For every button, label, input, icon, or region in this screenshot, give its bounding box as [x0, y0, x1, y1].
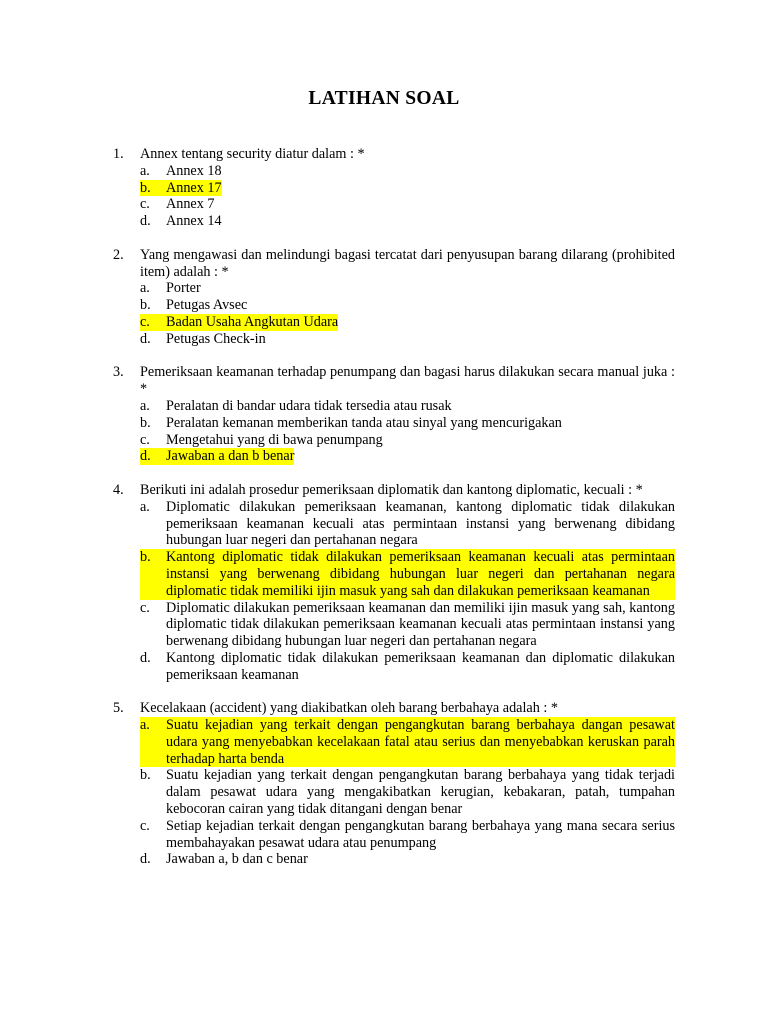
- option-d: [113, 851, 675, 868]
- option-text: Kantong diplomatic tidak dilakukan pemeriksaan keamanan dan diplomatic dilakukan pemeriksaan keamanan: [166, 649, 675, 683]
- question-number: 5.: [113, 700, 124, 717]
- option-b: [113, 767, 675, 817]
- question-1: [113, 146, 675, 230]
- option-d: [113, 650, 675, 684]
- question-number: 4.: [113, 481, 124, 498]
- question-text: Berikuti ini adalah prosedur pemeriksaan diplomatik dan kantong diplomatic, kecuali : *: [140, 481, 643, 498]
- question-4: [113, 482, 675, 684]
- option-d: [113, 331, 675, 348]
- option-text: Petugas Check-in: [166, 330, 266, 347]
- option-letter: b.: [140, 297, 151, 314]
- quiz-list: [113, 146, 675, 885]
- question-number: 3.: [113, 364, 124, 381]
- option-letter: b.: [140, 767, 151, 784]
- option-a: [113, 499, 675, 549]
- option-text-highlighted: Badan Usaha Angkutan Udara: [166, 313, 339, 330]
- question-number: 1.: [113, 146, 124, 162]
- option-c-correct: [113, 314, 675, 331]
- option-c: [113, 196, 675, 213]
- question-3: [113, 364, 675, 465]
- option-letter: a.: [140, 717, 166, 767]
- option-list: [113, 499, 675, 684]
- option-letter: d.: [140, 213, 151, 230]
- option-text-highlighted: Kantong diplomatic tidak dilakukan pemeriksaan keamanan kecuali atas permintaan instansi yang berwenang dibidang hubungan luar negeri dan pertahanan negara diplomatic tidak memiliki ijin masuk yang sah dan dilakukan pemeriksaan keamanan: [166, 549, 675, 599]
- option-a: [113, 398, 675, 415]
- option-letter: d.: [140, 851, 151, 868]
- option-text: Porter: [166, 280, 201, 297]
- option-a-correct: [113, 717, 675, 767]
- option-letter: b.: [140, 414, 151, 431]
- option-list: [113, 717, 675, 868]
- option-text: Annex 18: [166, 162, 222, 179]
- option-b-correct: [113, 180, 675, 197]
- option-letter: c.: [140, 196, 150, 213]
- option-letter: c.: [140, 314, 166, 331]
- option-text: Suatu kejadian yang terkait dengan pengangkutan barang berbahaya yang tidak terjadi dalam pesawat udara yang mengakibatkan kerugian, kebakaran, patah, tumpahan kebocoran cairan yang tidak ditangani dengan benar: [166, 767, 675, 818]
- option-letter: c.: [140, 817, 150, 834]
- option-text-highlighted: Jawaban a dan b benar: [166, 448, 295, 465]
- question-text: Pemeriksaan keamanan terhadap penumpang dan bagasi harus dilakukan secara manual juka : *: [140, 364, 675, 398]
- option-letter: a.: [140, 397, 150, 414]
- option-b: [113, 297, 675, 314]
- option-b: [113, 415, 675, 432]
- option-letter: a.: [140, 498, 150, 515]
- option-text: Diplomatic dilakukan pemeriksaan keamanan dan memiliki ijin masuk yang sah, kantong diplomatic tidak dilakukan pemeriksaan keamanan kecuali atas permintaan instansi yang berwenang dibidang hubungan luar negeri dan pertahanan negara: [166, 599, 675, 650]
- question-2: [113, 247, 675, 348]
- page-title: LATIHAN SOAL: [308, 88, 460, 109]
- question-5: [113, 700, 675, 868]
- question-text: Annex tentang security diatur dalam : *: [140, 146, 365, 162]
- option-d: [113, 213, 675, 230]
- question-number: 2.: [113, 246, 124, 263]
- option-list: [113, 163, 675, 230]
- option-text: Jawaban a, b dan c benar: [166, 851, 308, 868]
- option-letter: a.: [140, 162, 150, 179]
- option-letter: d.: [140, 448, 166, 465]
- option-letter: b.: [140, 180, 166, 197]
- option-a: [113, 163, 675, 180]
- option-c: [113, 600, 675, 650]
- option-letter: d.: [140, 330, 151, 347]
- option-list: [113, 280, 675, 347]
- option-list: [113, 398, 675, 465]
- option-letter: c.: [140, 431, 150, 448]
- option-text: Diplomatic dilakukan pemeriksaan keamanan, kantong diplomatic tidak dilakukan pemeriksaan keamanan kecuali atas permintaan instansi yang berwenang dibidang hubungan luar negeri dan pertahanan negara: [166, 498, 675, 549]
- option-c: [113, 818, 675, 852]
- option-text: Mengetahui yang di bawa penumpang: [166, 431, 383, 448]
- option-d-correct: [113, 448, 675, 465]
- option-a: [113, 280, 675, 297]
- option-text: Annex 7: [166, 196, 215, 213]
- option-text: Setiap kejadian terkait dengan pengangkutan barang berbahaya yang mana secara serius membahayakan pesawat udara atau penumpang: [166, 817, 675, 851]
- option-letter: c.: [140, 599, 150, 616]
- option-text: Annex 14: [166, 213, 222, 230]
- option-b-correct: [113, 549, 675, 599]
- option-letter: a.: [140, 280, 150, 297]
- option-text-highlighted: Suatu kejadian yang terkait dengan pengangkutan barang berbahaya dangan pesawat udara yang menyebabkan kecelakaan fatal atau serius dan menyebabkan keruskan parah terhadap harta benda: [166, 717, 675, 767]
- option-letter: b.: [140, 549, 166, 599]
- option-text: Petugas Avsec: [166, 297, 248, 314]
- option-letter: d.: [140, 649, 151, 666]
- option-c: [113, 432, 675, 449]
- option-text: Peralatan di bandar udara tidak tersedia atau rusak: [166, 397, 452, 414]
- option-text: Peralatan kemanan memberikan tanda atau sinyal yang mencurigakan: [166, 414, 562, 431]
- question-text: Yang mengawasi dan melindungi bagasi tercatat dari penyusupan barang dilarang (prohibited item) adalah : *: [140, 246, 675, 280]
- question-text: Kecelakaan (accident) yang diakibatkan oleh barang berbahaya adalah : *: [140, 700, 558, 717]
- option-text-highlighted: Annex 17: [166, 179, 222, 196]
